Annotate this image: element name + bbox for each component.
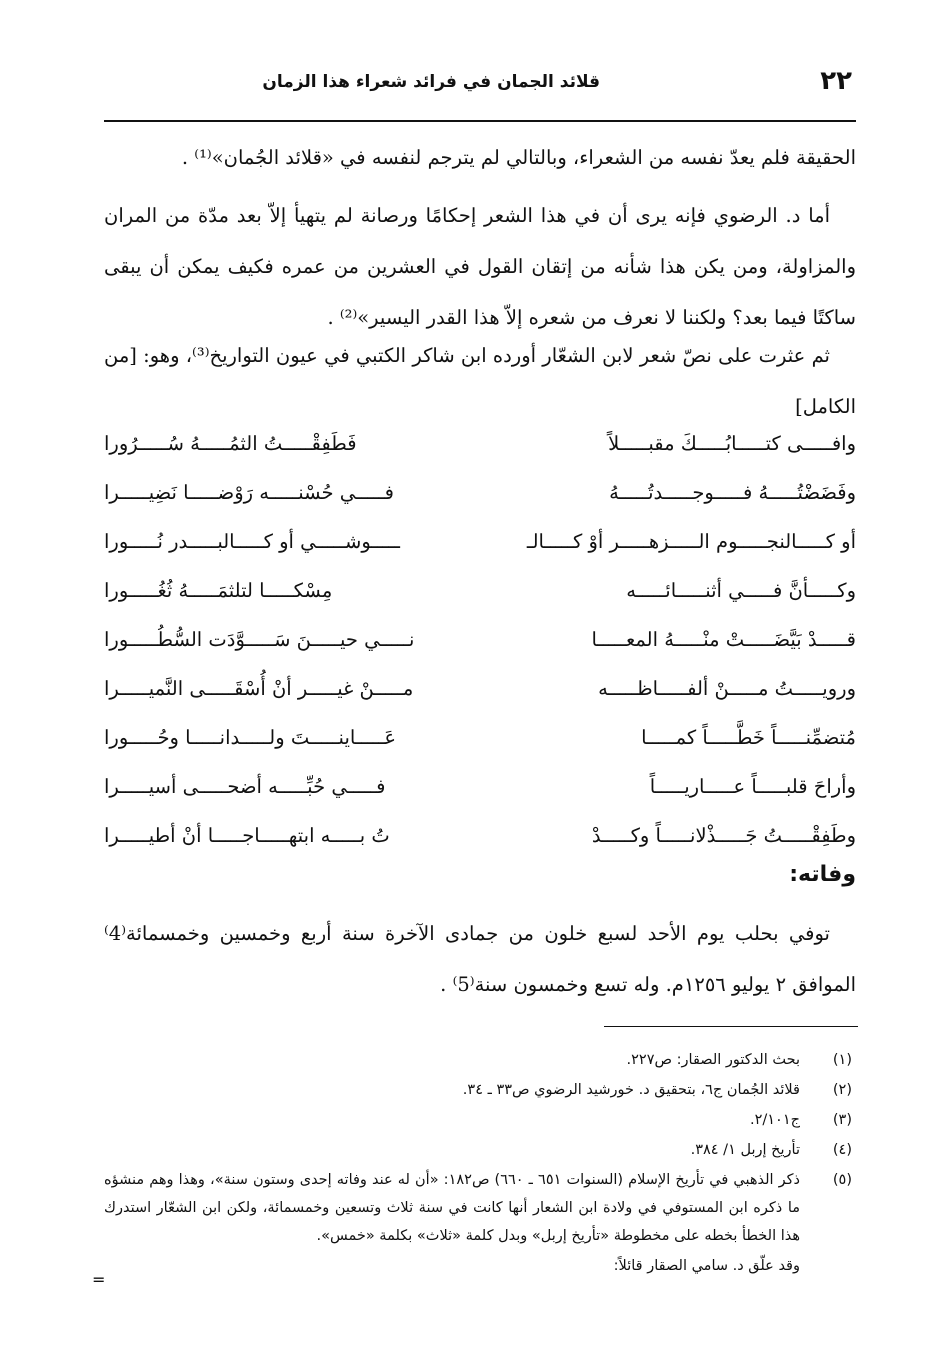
verse-second-hemistich: فـــــي حُسْنـــــه رَوْضـــــا نَضِيـــــرا — [104, 481, 394, 504]
verse-second-hemistich: مِسْكـــــا لتلثمَـــــهُ ثُغُـــــورا — [104, 579, 333, 602]
poem-verse — [104, 714, 856, 762]
footnote-text: تأريخ إربل ١/ ٣٨٤. — [690, 1142, 800, 1158]
footnote-number: (٤) — [832, 1142, 852, 1158]
footnote-text: ج٢/١٠١. — [749, 1112, 800, 1128]
poem-verse — [104, 665, 856, 713]
verse-second-hemistich: فـــــي حُبِّـــــه أضحـــــى أسيـــــرا — [104, 775, 386, 798]
footnote — [104, 1166, 856, 1250]
verse-first-hemistich: أو كـــــالنجـــــوم الـــــزهـــــر أوْ كـــــالـ — [526, 530, 856, 553]
verse-first-hemistich: مُتضمِّنـــــاً خَطَّـــــاً كمـــــا — [641, 726, 856, 749]
running-title: قلائد الجمان في فرائد شعراء هذا الزمان — [262, 72, 600, 92]
footnote — [104, 1046, 856, 1074]
poem-verse — [104, 812, 856, 860]
poem-verse — [104, 616, 856, 664]
paragraph-3: ثم عثرت على نصّ شعر لابن الشعّار أورده ابن شاكر الكتبي في عيون التواريخ⁽³⁾، وهو: [من الكامل] — [104, 344, 856, 418]
verse-first-hemistich: ورويـــــتُ مـــــنْ ألفـــــاظـــــه — [598, 677, 856, 700]
footnote — [104, 1106, 856, 1134]
poem-verse — [104, 420, 856, 468]
footnote-text: قلائد الجُمان ج٦، بتحقيق د. خورشيد الرضوي ص٣٣ ـ ٣٤. — [462, 1082, 800, 1098]
poem-verse — [104, 518, 856, 566]
verse-first-hemistich: قـــــدْ بَيَّضَـــــتْ منْـــــهُ المعـــــا — [591, 628, 856, 651]
verse-second-hemistich: فَطَفِقْـــــتُ الثمُـــــهُ سُـــــرُورا — [104, 432, 357, 455]
verse-second-hemistich: عَـــــاينـــــتَ ولـــــدانـــــا وحُـــــورا — [104, 726, 397, 749]
verse-second-hemistich: تُ بـــــه ابتهـــــاجـــــا أنْ أطيـــــرا — [104, 824, 390, 847]
footnote-text: بحث الدكتور الصقار: ص٢٢٧. — [626, 1052, 800, 1068]
footnote-number: (٣) — [832, 1112, 852, 1128]
footnotes — [104, 1044, 856, 1280]
section-heading: وفاته: — [789, 862, 856, 887]
verse-second-hemistich: مـــــنْ غيـــــر أنْ أُسْقَـــــى النَّميـــــرا — [104, 677, 414, 700]
page-number: ٢٢ — [820, 66, 852, 96]
page-header — [104, 66, 852, 106]
margin-mark: = — [92, 1270, 106, 1289]
footnote-text: ذكر الذهبي في تأريخ الإسلام (السنوات ٦٥١ ـ ٦٦٠) ص١٨٢: «أن له عند وفاته إحدى وستون سنة»، وهذا وهم منشؤه ما ذكره ابن المستوفي في ولادة ابن الشعار أنها كانت في سنة ثلاث وتسعين وخمسمائة، ولكن ابن الشعّار استدرك هذا الخطأ بخطه على مخطوطة «تأريخ إربل» وبدل كلمة «ثلاث» بكلمة «خمس». — [104, 1172, 801, 1244]
paragraph-2: أما د. الرضوي فإنه يرى أن في هذا الشعر إحكامًا ورصانة لم يتهيأ إلاّ بعد مدّة من المران والمزاولة، ومن يكن هذا شأنه من إتقان القول في العشرين من عمره فكيف يمكن أن يبقى ساكتًا فيما بعد؟ ولكننا لا نعرف من شعره إلاّ هذا القدر اليسير»⁽²⁾ . — [104, 204, 856, 329]
poem-verse — [104, 763, 856, 811]
verse-second-hemistich: نـــــي حيـــــنَ سَـــــوَّدَت السُّطُـــــورا — [104, 628, 415, 651]
footnote-number: (٢) — [832, 1082, 852, 1098]
footnote — [104, 1136, 856, 1164]
footnote — [104, 1076, 856, 1104]
footnote-rule — [604, 1026, 858, 1027]
poem-verse — [104, 567, 856, 615]
footnote-number: (١) — [832, 1052, 852, 1068]
footnote-continuation: وقد علّق د. سامي الصقار قائلاً: — [613, 1258, 800, 1274]
header-rule — [104, 120, 856, 122]
verse-first-hemistich: وأراحَ قلبـــــاً عـــــاريـــــاً — [649, 775, 856, 798]
poem-verse — [104, 469, 856, 517]
verse-first-hemistich: وكـــــأنَّ فـــــي أثنـــــائـــــه — [626, 579, 856, 602]
footnote-number: (٥) — [832, 1172, 852, 1188]
verse-first-hemistich: وطَفِقْـــــتُ جَـــــذْلانـــــاً وكـــــدْ — [591, 824, 856, 847]
verse-second-hemistich: ـــــوشـــــي أو كـــــالبـــــدر نُـــــورا — [104, 530, 400, 553]
death-paragraph: توفي بحلب يوم الأحد لسبع خلون من جمادى الآخرة سنة أربع وخمسين وخمسمائة⁽4⁾ الموافق ٢ يوليو ١٢٥٦م. وله تسع وخمسون سنة⁽5⁾ . — [104, 922, 856, 996]
verse-first-hemistich: وفَضَضْتُـــــهُ فـــــوجـــــدتُـــــهُ — [609, 481, 856, 504]
paragraph-1: الحقيقة فلم يعدّ نفسه من الشعراء، وبالتالي لم يترجم لنفسه في «قلائد الجُمان»⁽¹⁾ . — [181, 146, 856, 169]
verse-first-hemistich: وافـــــى كتـــــابُـــــكَ مقبـــــلاً — [608, 432, 856, 455]
